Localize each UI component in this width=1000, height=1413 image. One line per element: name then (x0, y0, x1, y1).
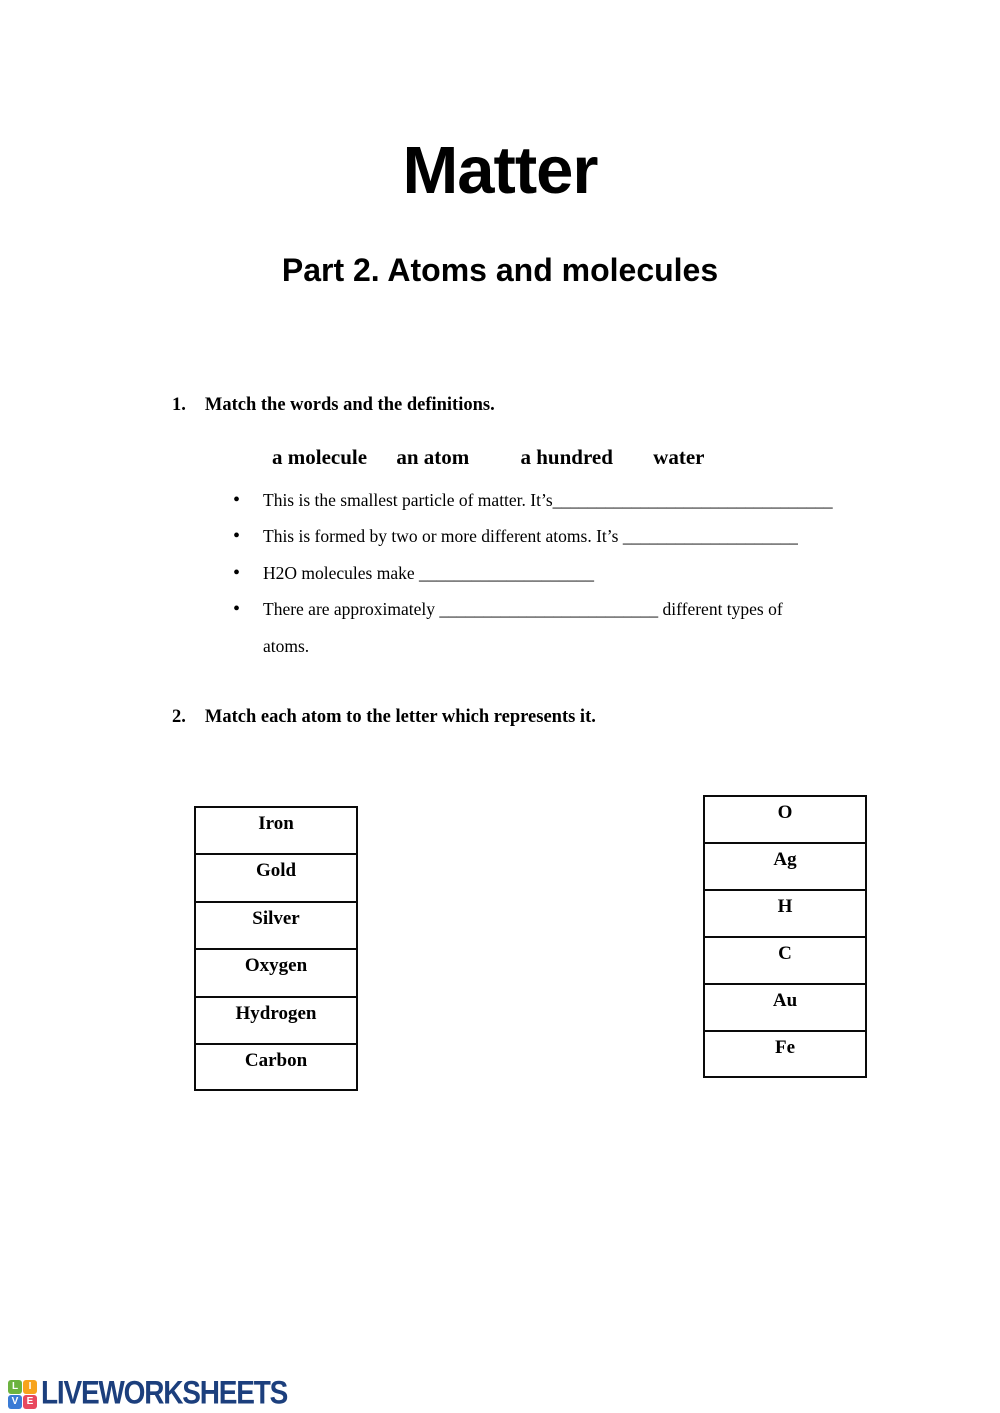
word-bank-item-water: water (653, 445, 705, 469)
definition-3-text: H2O molecules make (263, 562, 419, 583)
logo-tile-i: I (23, 1380, 37, 1394)
symbol-cell-au[interactable]: Au (705, 985, 865, 1032)
bullet-icon (233, 518, 240, 554)
definition-2-text: This is formed by two or more different atoms. It’s (263, 526, 623, 547)
definition-4-continuation: atoms. (263, 635, 310, 656)
atom-cell-silver[interactable]: Silver (196, 903, 356, 950)
word-bank-item-a-molecule: a molecule (272, 445, 368, 469)
definition-4-text: There are approximately (263, 599, 440, 620)
symbol-cell-ag[interactable]: Ag (705, 844, 865, 891)
bullet-icon (233, 591, 240, 627)
page-title: Matter (402, 133, 598, 208)
atom-cell-oxygen[interactable]: Oxygen (196, 950, 356, 997)
definition-item-1 (232, 482, 884, 518)
definition-4-text-after: different types of (658, 599, 783, 620)
question-2-heading (172, 706, 596, 729)
definition-item-4 (232, 591, 884, 664)
atom-cell-gold[interactable]: Gold (196, 855, 356, 902)
liveworksheets-wordmark: LIVEWORKSHEETS (41, 1374, 288, 1411)
word-bank (272, 444, 704, 470)
question-1-number: 1. (172, 395, 186, 415)
answer-blank-1[interactable]: ________________________________ (552, 490, 833, 510)
word-bank-item-a-hundred: a hundred (520, 445, 613, 469)
question-2-number: 2. (172, 707, 186, 727)
question-1-heading (172, 394, 495, 417)
logo-tile-l: L (8, 1380, 22, 1394)
liveworksheets-logo (8, 1374, 288, 1411)
answer-blank-3[interactable]: ____________________ (419, 562, 594, 583)
atoms-table (194, 806, 358, 1091)
symbol-cell-fe[interactable]: Fe (774, 1037, 796, 1058)
definition-1-text: This is the smallest particle of matter. It’s (263, 490, 553, 510)
definition-item-2 (232, 518, 884, 554)
logo-tile-e: E (23, 1395, 37, 1409)
logo-tile-v: V (8, 1395, 22, 1409)
answer-blank-4[interactable]: _________________________ (439, 599, 659, 620)
page-subtitle: Part 2. Atoms and molecules (281, 252, 719, 288)
liveworksheets-tiles-icon (8, 1380, 37, 1409)
atom-cell-hydrogen[interactable]: Hydrogen (196, 998, 356, 1045)
question-2-prompt: Match each atom to the letter which represents it. (204, 707, 596, 727)
symbol-cell-h[interactable]: H (705, 891, 865, 938)
symbols-table (703, 795, 867, 1078)
symbol-cell-c[interactable]: C (705, 938, 865, 985)
bullet-icon (233, 482, 240, 518)
atom-cell-iron[interactable]: Iron (196, 808, 356, 855)
answer-blank-2[interactable]: ____________________ (622, 526, 798, 547)
question-1-prompt: Match the words and the definitions. (204, 395, 495, 415)
definition-list (232, 482, 884, 664)
definition-item-3 (232, 555, 884, 591)
word-bank-item-an-atom: an atom (396, 445, 470, 469)
symbol-cell-o[interactable]: O (705, 797, 865, 844)
atom-cell-carbon[interactable]: Carbon (244, 1049, 308, 1071)
bullet-icon (233, 555, 240, 591)
